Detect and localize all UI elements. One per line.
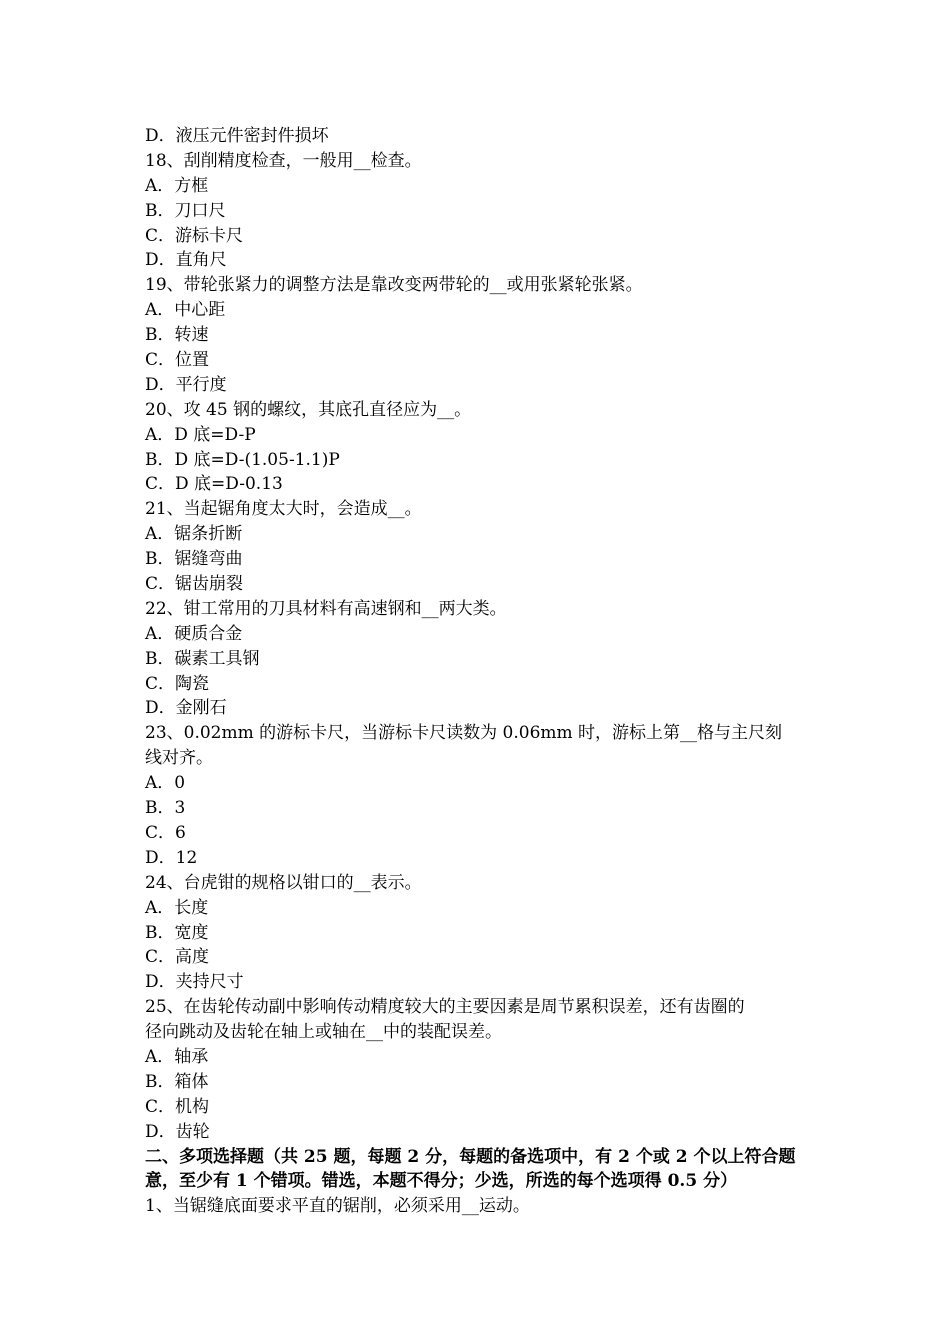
option-23-d: D．12 — [145, 847, 198, 868]
option-24-b: B．宽度 — [145, 922, 209, 943]
option-25-c: C．机构 — [145, 1096, 210, 1117]
option-25-b: B．箱体 — [145, 1071, 209, 1092]
question-25-line-2: 径向跳动及齿轮在轴上或轴在__中的装配误差。 — [145, 1022, 502, 1043]
option-23-c: C．6 — [145, 822, 186, 843]
question-24: 24、台虎钳的规格以钳口的__表示。 — [145, 872, 422, 893]
section-heading-line-2: 意，至少有 1 个错项。错选，本题不得分；少选，所选的每个选项得 0.5 分） — [145, 1171, 738, 1192]
option-20-a: A．D 底=D-P — [145, 424, 256, 445]
option-22-a: A．硬质合金 — [145, 623, 243, 644]
option-25-d: D．齿轮 — [145, 1121, 210, 1142]
option-24-d: D．夹持尺寸 — [145, 972, 244, 993]
question-22: 22、钳工常用的刀具材料有高速钢和__两大类。 — [145, 598, 507, 619]
option-24-a: A．长度 — [145, 897, 209, 918]
question-23-line-1: 23、0.02mm 的游标卡尺，当游标卡尺读数为 0.06mm 时，游标上第__格与主尺刻 — [145, 723, 783, 744]
option-17-d: D．液压元件密封件损坏 — [145, 126, 329, 146]
option-21-a: A．锯条折断 — [145, 524, 243, 545]
option-22-b: B．碳素工具钢 — [145, 648, 260, 669]
option-21-c: C．锯齿崩裂 — [145, 574, 244, 595]
question-21: 21、当起锯角度太大时，会造成__。 — [145, 499, 422, 520]
question-20: 20、攻 45 钢的螺纹，其底孔直径应为__。 — [145, 399, 472, 420]
multi-question-1: 1、当锯缝底面要求平直的锯削，必须采用__运动。 — [145, 1196, 530, 1217]
option-24-c: C．高度 — [145, 947, 210, 968]
option-23-b: B．3 — [145, 798, 186, 819]
option-22-d: D．金刚石 — [145, 698, 227, 719]
question-18: 18、刮削精度检查，一般用__检查。 — [145, 150, 422, 171]
question-19: 19、带轮张紧力的调整方法是靠改变两带轮的__或用张紧轮张紧。 — [145, 275, 643, 296]
document-body — [145, 124, 815, 1219]
option-18-c: C．游标卡尺 — [145, 225, 244, 246]
section-heading-line-1: 二、多项选择题（共 25 题，每题 2 分，每题的备选项中，有 2 个或 2 个以上符合题 — [145, 1146, 796, 1167]
option-18-d: D．直角尺 — [145, 250, 227, 271]
option-20-b: B．D 底=D-(1.05-1.1)P — [145, 449, 340, 470]
option-19-b: B．转速 — [145, 325, 209, 346]
option-21-b: B．锯缝弯曲 — [145, 549, 243, 570]
option-23-a: A．0 — [145, 773, 186, 794]
option-22-c: C．陶瓷 — [145, 673, 210, 694]
option-25-a: A．轴承 — [145, 1046, 209, 1067]
option-19-a: A．中心距 — [145, 300, 226, 321]
option-19-c: C．位置 — [145, 350, 210, 371]
option-18-a: A．方框 — [145, 175, 209, 196]
option-18-b: B．刀口尺 — [145, 200, 226, 221]
option-20-c: C．D 底=D-0.13 — [145, 474, 283, 495]
option-19-d: D．平行度 — [145, 374, 227, 395]
question-23-line-2: 线对齐。 — [145, 748, 213, 769]
question-25-line-1: 25、在齿轮传动副中影响传动精度较大的主要因素是周节累积误差，还有齿圈的 — [145, 997, 745, 1018]
